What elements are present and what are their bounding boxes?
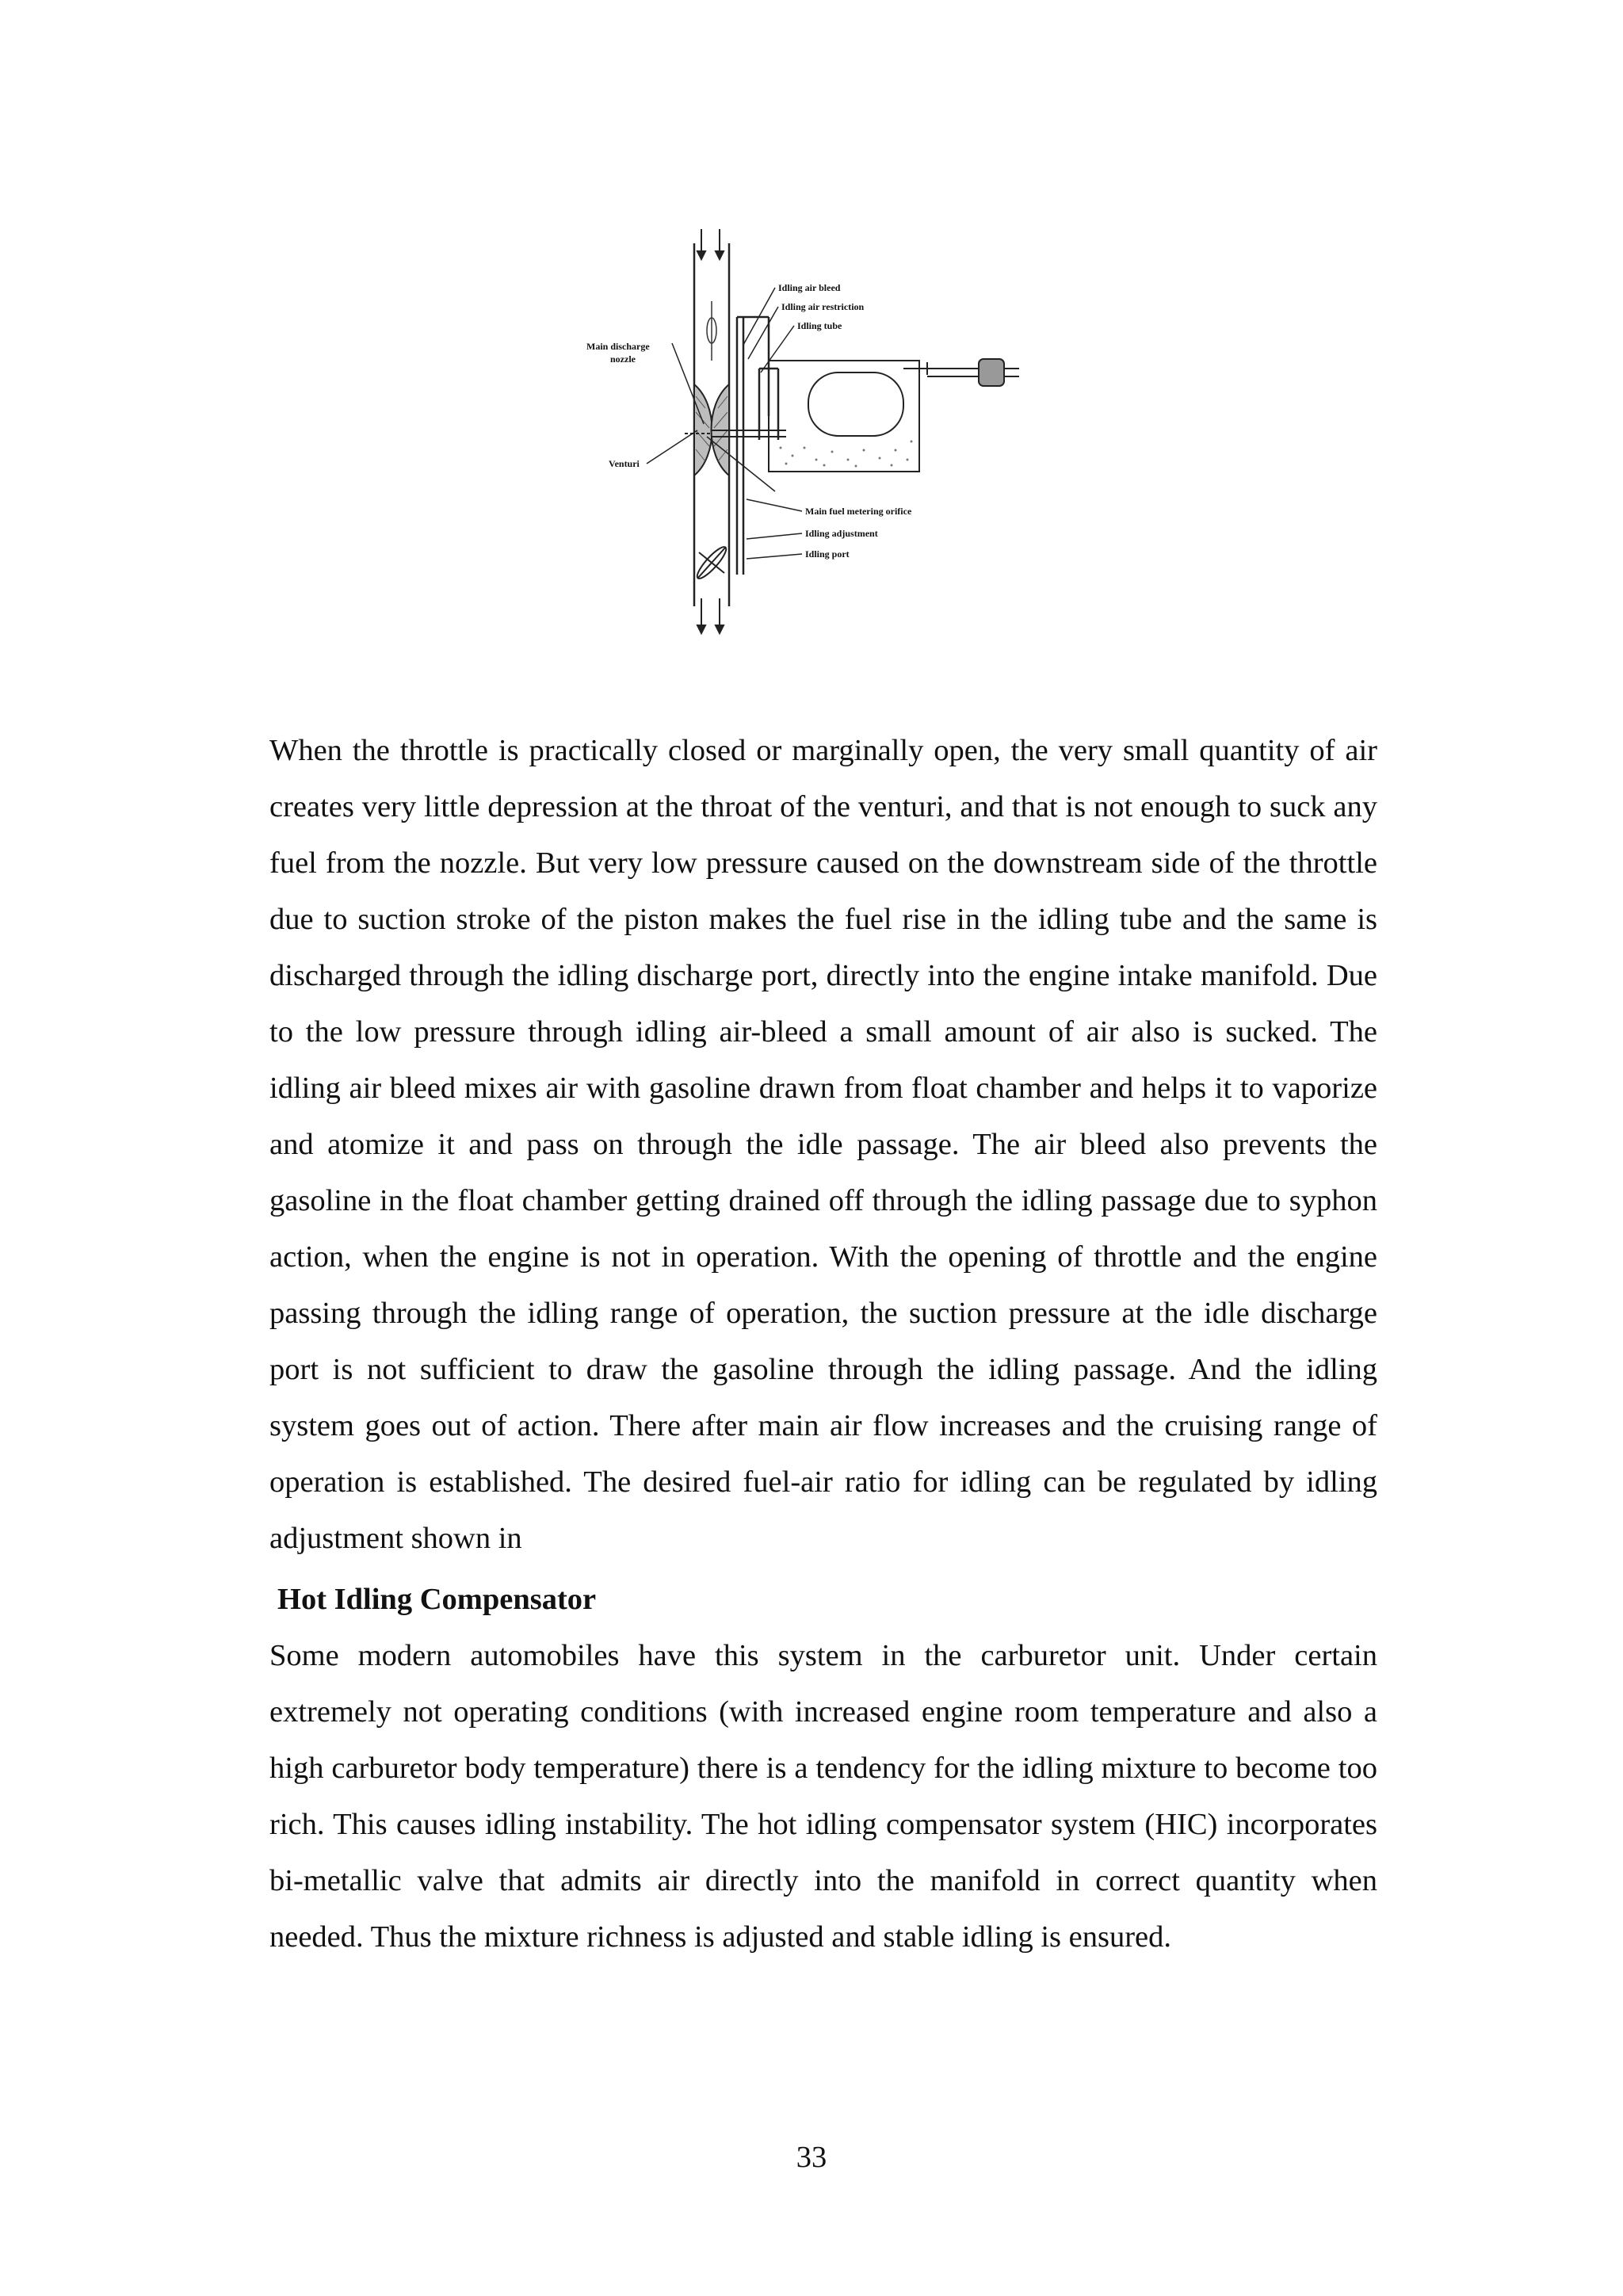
label-idling-air-bleed: Idling air bleed (778, 282, 841, 293)
section-heading: Hot Idling Compensator (277, 1583, 597, 1616)
outflow-arrows (697, 598, 724, 633)
label-idling-port: Idling port (805, 548, 850, 560)
throttle-plate (693, 544, 729, 582)
label-idling-air-restriction: Idling air restriction (781, 301, 865, 312)
label-main-fuel-metering-orifice: Main fuel metering orifice (805, 506, 912, 517)
label-main-discharge-nozzle-line2: nozzle (610, 353, 636, 365)
float-chamber-fuel-dots (780, 441, 913, 468)
page-number: 33 (796, 2141, 827, 2174)
label-venturi: Venturi (609, 458, 640, 469)
body-paragraph-hot-idling-compensator: Some modern automobiles have this system in the carburetor unit. Under certain extremely not operating conditions (with increased engine room temperature and also a high carburetor body temperature) there is a tendency for the idling mixture to become too rich. This causes idling instability. The hot idling compensator system (HIC) incorporates bi-metallic valve that admits air directly into the manifold in correct quantity when needed. Thus the mixture richness is adjusted and stable idling is ensured. (269, 1639, 1377, 1954)
fuel-inlet (927, 359, 1019, 386)
diagram-svg (579, 226, 1022, 646)
label-idling-tube: Idling tube (797, 320, 842, 331)
label-idling-adjustment: Idling adjustment (805, 528, 878, 539)
carburetor-idling-system-diagram (579, 226, 1022, 646)
choke-valve (707, 301, 716, 361)
inflow-arrows (697, 229, 724, 259)
body-paragraph-idling: When the throttle is practically closed or marginally open, the very small quantity of air creates very little depression at the throat of the venturi, and that is not enough to suck any fuel from the nozzle. But very low pressure caused on the downstream side of the throttle due to suction stroke of the piston makes the fuel rise in the idling tube and the same is discharged through the idling discharge port, directly into the engine intake manifold. Due to the low pressure through idling air-bleed a small amount of air also is sucked. The idling air bleed mixes air with gasoline drawn from float chamber and helps it to vaporize and atomize it and pass on through the idle passage. The air bleed also prevents the gasoline in the float chamber getting drained off through the idling passage due to syphon action, when the engine is not in operation. With the opening of throttle and the engine passing through the idling range of operation, the suction pressure at the idle discharge port is not sufficient to draw the gasoline through the idling passage. And the idling system goes out of action. There after main air flow increases and the cruising range of operation is established. The desired fuel-air ratio for idling can be regulated by idling adjustment shown in (269, 734, 1377, 1555)
label-main-discharge-nozzle-line1: Main discharge (586, 341, 650, 352)
